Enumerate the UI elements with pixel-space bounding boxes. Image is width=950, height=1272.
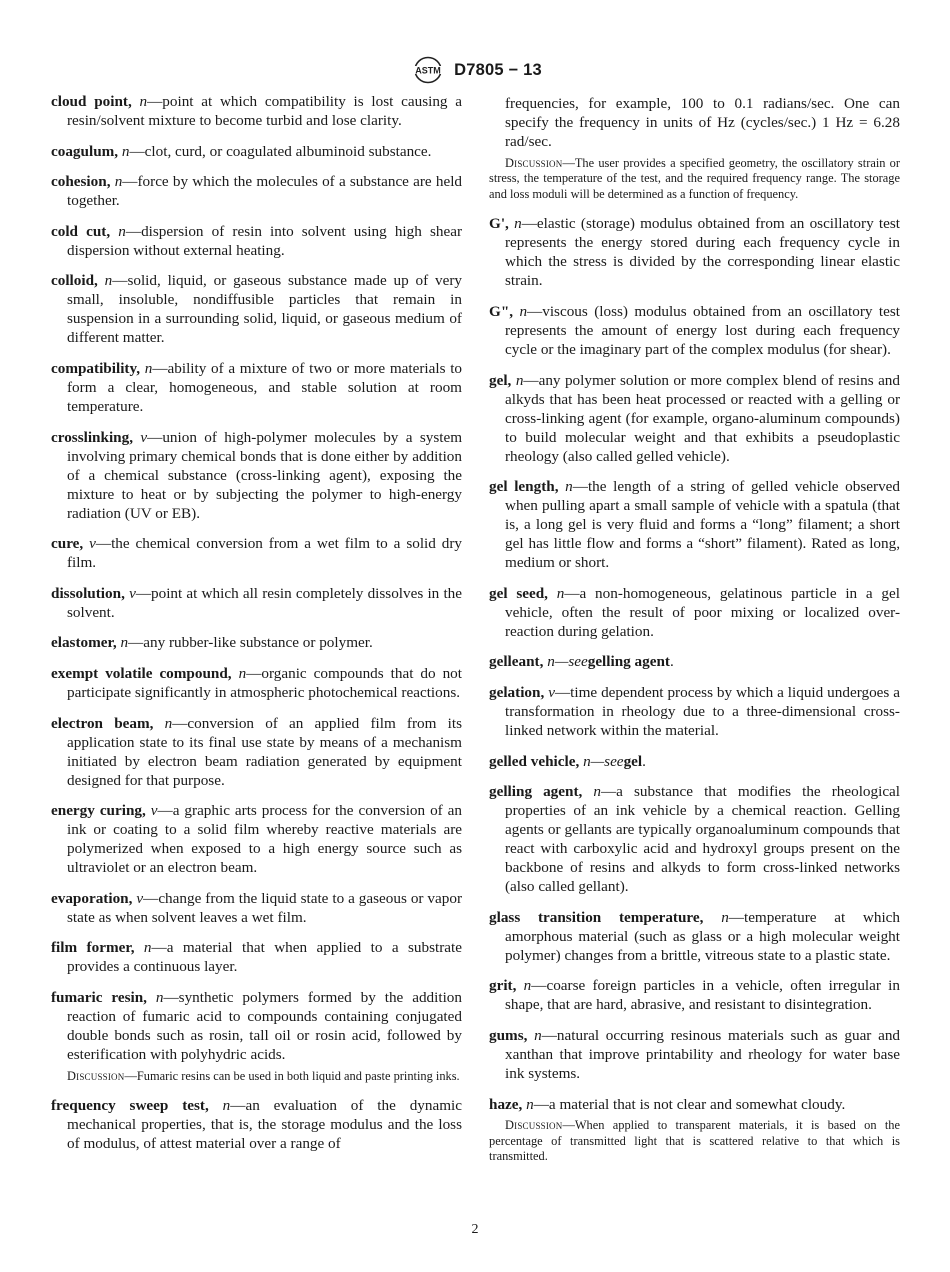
term: fumaric resin, — [51, 988, 147, 1006]
entry-frequency-sweep-test — [51, 1096, 462, 1153]
term: colloid, — [51, 272, 98, 290]
definition: —any polymer solution or more complex blend of resins and alkyds that has been heat processed or reacted with a gelling or cross-linking agent (for example, organo-aluminum compounds) to build molecular weight and that exhibits a pseudoplastic rheology (also called gelled vehicle). — [505, 371, 900, 465]
pos: n — [547, 653, 555, 671]
term: cold cut, — [51, 222, 111, 240]
entry-cure — [51, 534, 462, 572]
definition: —dispersion of resin into solvent using high shear dispersion without external heating. — [67, 222, 463, 259]
pos: n — [583, 752, 591, 770]
term: gelleant, — [489, 653, 544, 671]
definition: —a graphic arts process for the conversion of an ink or coating to a solid film whereby reactive materials are polymerized when exposed to a high energy source such as ultraviolet or an electron beam. — [67, 802, 463, 877]
definition: —organic compounds that do not participate significantly in atmospheric photochemical reactions. — [67, 664, 462, 701]
entry-gums — [489, 1026, 900, 1083]
entry-continuation: frequencies, for example, 100 to 0.1 radians/sec. One can specify the frequency in units of Hz (cycles/sec.) 1 Hz = 6.28 rad/sec. — [505, 95, 900, 150]
entry-gelation — [489, 683, 900, 740]
definition: —union of high-polymer molecules by a system involving primary chemical bonds that is done either by addition of a chemical substance (cross-linking agent), exposing the mixture to heat or by subjecting the polymer to high-energy radiation (UV or EB). — [67, 428, 463, 522]
discussion-text: —Fumaric resins can be used in both liquid and paste printing inks. — [124, 1068, 460, 1083]
discussion-note — [489, 1118, 900, 1165]
term: grit, — [489, 977, 517, 995]
definition: —point at which compatibility is lost causing a resin/solvent mixture to become turbid and lose clarity. — [67, 93, 463, 129]
entry-fumaric-resin — [51, 988, 462, 1064]
pos: n — [114, 173, 123, 191]
pos: n — [593, 783, 601, 801]
discussion-text: —The user provides a specified geometry, the oscillatory strain or stress, the temperature of the test, and the required frequency range. The storage and loss moduli will be determined as a function of frequency. — [489, 155, 900, 201]
pos: v — [129, 584, 136, 602]
pos: n — [164, 714, 173, 732]
entry-energy-curing — [51, 801, 462, 877]
astm-logo-icon — [408, 56, 448, 84]
term: evaporation, — [51, 889, 133, 907]
cross-reference: gel — [623, 752, 643, 770]
pos: n — [526, 1095, 534, 1113]
entry-gel-seed — [489, 584, 900, 641]
pos: n — [143, 939, 152, 957]
punct: . — [642, 752, 646, 770]
term: energy curing, — [51, 802, 146, 820]
entry-gel-length — [489, 477, 900, 572]
term: electron beam, — [51, 714, 154, 732]
left-column — [51, 92, 462, 1165]
pos: n — [120, 634, 129, 652]
pos: n — [118, 222, 126, 240]
entry-g-prime — [489, 214, 900, 290]
definition: —ability of a mixture of two or more materials to form a clear, homogeneous, and stable solution at room temperature. — [67, 359, 463, 415]
pos: n — [104, 272, 113, 290]
definition: —viscous (loss) modulus obtained from an oscillatory test represents the amount of energy lost during each frequency cycle or the imaginary part of the complex modulus (for shear). — [505, 302, 901, 358]
entry-electron-beam — [51, 714, 462, 790]
entry-gelling-agent — [489, 782, 900, 896]
term: cloud point, — [51, 93, 132, 110]
term: gel seed, — [489, 584, 548, 602]
entry-coagulum — [51, 142, 462, 161]
term: gelling agent, — [489, 783, 583, 801]
definition: —solid, liquid, or gaseous substance made up of very small, insoluble, nondiffusible particles that remain in suspension in a surrounding solid, liquid, or gaseous medium of different matter. — [67, 272, 462, 347]
pos: n — [139, 93, 148, 110]
definition: —synthetic polymers formed by the addition reaction of fumaric acid to compounds containing conjugated double bonds such as rosin, tall oil or rosin acid, followed by esterification with polyhydric acids. — [67, 988, 462, 1063]
pos: v — [89, 535, 96, 553]
entry-evaporation — [51, 889, 462, 927]
entry-gelled-vehicle — [489, 752, 900, 771]
definition: —conversion of an applied film from its application state to its final use state by means of a mechanism initiated by electron beam radiation generated by equipment designed for that purpose. — [67, 714, 462, 789]
see-prefix: —see — [590, 752, 624, 770]
pos: v — [548, 683, 555, 701]
pos: n — [515, 371, 524, 389]
entry-gelleant — [489, 652, 900, 671]
entry-exempt-volatile-compound — [51, 664, 462, 702]
definition: —point at which all resin completely dissolves in the solvent. — [67, 584, 462, 621]
entry-cohesion — [51, 172, 462, 210]
see-prefix: —see — [554, 653, 588, 671]
pos: n — [556, 584, 565, 602]
entry-gel — [489, 371, 900, 466]
discussion-label: Discussion — [505, 155, 563, 170]
term: elastomer, — [51, 634, 117, 652]
definition: —time dependent process by which a liquid undergoes a transformation in rheology due to a three-dimensional cross-linked network within the material. — [505, 683, 901, 739]
right-column — [489, 94, 900, 1177]
entry-cold-cut — [51, 222, 462, 260]
definition: —force by which the molecules of a substance are held together. — [67, 173, 463, 210]
term: exempt volatile compound, — [51, 664, 232, 682]
term: dissolution, — [51, 584, 125, 602]
term: G', — [489, 215, 509, 233]
entry-dissolution — [51, 584, 462, 622]
definition: —a non-homogeneous, gelatinous particle in a gel vehicle, often the result of poor mixing or localized over-reaction during gelation. — [505, 584, 900, 640]
term: gel, — [489, 371, 512, 389]
document-id: D7805 − 13 — [454, 60, 542, 79]
cross-reference: gelling agent — [587, 653, 670, 671]
pos: n — [534, 1026, 542, 1044]
pos: n — [565, 478, 573, 496]
entry-haze — [489, 1095, 900, 1114]
pos: v — [150, 802, 158, 820]
pos: n — [519, 302, 528, 320]
pos: n — [155, 988, 164, 1006]
term: cohesion, — [51, 173, 111, 191]
pos: v — [140, 428, 148, 446]
definition: —an evaluation of the dynamic mechanical properties, that is, the storage modulus and the loss of modulus, of attest material over a range of — [67, 1097, 463, 1153]
entry-glass-transition-temperature — [489, 908, 900, 965]
logo-text: ASTM — [415, 65, 441, 76]
punct: . — [669, 653, 674, 671]
discussion-note — [489, 156, 900, 203]
definition: —change from the liquid state to a gaseous or vapor state as when solvent leaves a wet film. — [67, 889, 462, 926]
entry-film-former — [51, 938, 462, 976]
discussion-label: Discussion — [67, 1068, 125, 1083]
definition: —natural occurring resinous materials such as guar and xanthan that improve printability and rheology for water base ink systems. — [505, 1026, 901, 1082]
term: cure, — [51, 535, 84, 553]
definition: —a material that when applied to a substrate provides a continuous layer. — [67, 939, 463, 976]
definition: —a material that is not clear and somewhat cloudy. — [533, 1095, 846, 1113]
definition: —elastic (storage) modulus obtained from an oscillatory test represents the energy stored during each frequency cycle in which the stress is divided by the corresponding linear elastic strain. — [505, 215, 901, 290]
pos: n — [523, 977, 532, 995]
definition: —temperature at which amorphous material (such as glass or a high molecular weight polymer) changes from a brittle, vitreous state to a plastic state. — [505, 908, 901, 964]
page-header — [0, 56, 950, 84]
entry-elastomer — [51, 633, 462, 652]
entry-colloid — [51, 271, 462, 347]
definition: —the chemical conversion from a wet film to a solid dry film. — [67, 535, 463, 572]
pos: n — [121, 142, 130, 160]
pos: n — [514, 215, 522, 233]
term: crosslinking, — [51, 428, 134, 446]
entry-compatibility — [51, 359, 462, 416]
definition: —any rubber-like substance or polymer. — [128, 634, 373, 652]
entry-crosslinking — [51, 428, 462, 523]
term: coagulum, — [51, 142, 119, 160]
pos: v — [136, 889, 144, 907]
discussion-text: —When applied to transparent materials, it is based on the percentage of transmitted light that is scattered relative to that which is transmitted. — [489, 1118, 900, 1164]
term: film former, — [51, 939, 135, 957]
pos: n — [222, 1097, 231, 1115]
page-number: 2 — [471, 1222, 479, 1237]
term: glass transition temperature, — [489, 908, 704, 926]
term: G", — [489, 302, 514, 320]
term: gelled vehicle, — [489, 752, 580, 770]
definition: —a substance that modifies the rheological properties of an ink vehicle by a chemical reaction. Gelling agents or gellants are typically organoaluminum compounds that react with carboxylic acid and hydroxyl groups present on the backbone of resins and alkyds to form cross-linked networks (also called gellant). — [505, 783, 901, 896]
discussion-label: Discussion — [505, 1118, 563, 1133]
term: gums, — [489, 1026, 528, 1044]
definition: —clot, curd, or coagulated albuminoid substance. — [129, 142, 432, 160]
term: compatibility, — [51, 359, 141, 377]
term: gel length, — [489, 478, 559, 496]
definition: —the length of a string of gelled vehicle observed when pulling apart a small sample of vehicle with a spatula (that is, a long gel is very fluid and forms a “long” filament; a short gel has little flow and forms a “short” filament). Rated as long, medium or short. — [505, 478, 901, 572]
term: haze, — [489, 1095, 523, 1113]
entry-grit — [489, 976, 900, 1014]
pos: n — [721, 908, 729, 926]
entry-g-double-prime — [489, 302, 900, 359]
discussion-note — [51, 1069, 462, 1085]
term: gelation, — [489, 683, 545, 701]
definition: —coarse foreign particles in a vehicle, often irregular in shape, that are hard, abrasive, and resistant to disintegration. — [505, 977, 900, 1014]
term: frequency sweep test, — [51, 1097, 209, 1115]
pos: n — [144, 359, 153, 377]
pos: n — [238, 664, 247, 682]
entry-cloud-point — [51, 92, 462, 130]
